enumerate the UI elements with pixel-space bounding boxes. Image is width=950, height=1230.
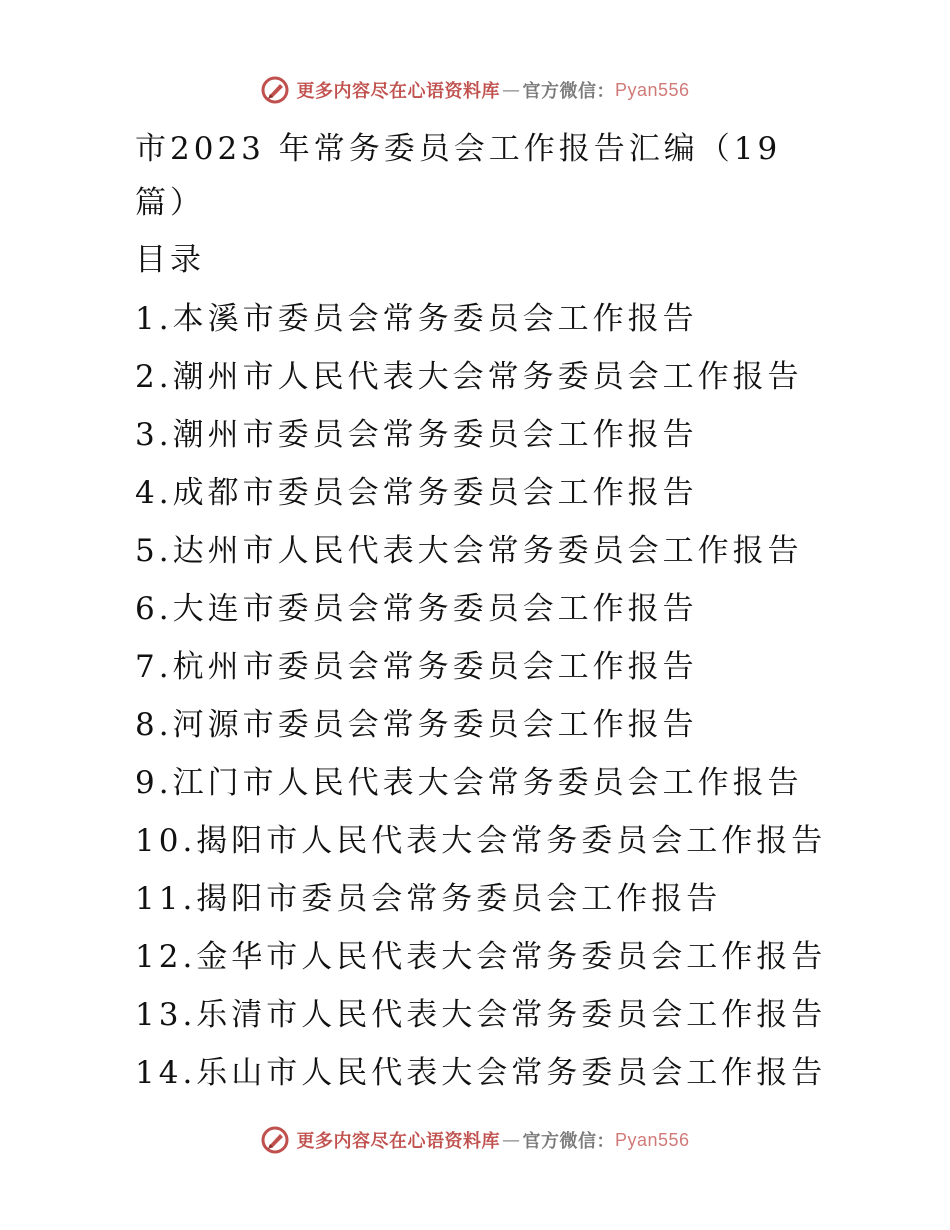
- header-watermark-banner: [0, 70, 950, 110]
- banner-text: 更多内容尽在心语资料库: [296, 1131, 500, 1152]
- toc-item: 5.达州市人民代表大会常务委员会工作报告: [135, 533, 803, 569]
- toc-heading: 目录: [135, 242, 205, 278]
- toc-item: 14.乐山市人民代表大会常务委员会工作报告: [135, 1055, 827, 1091]
- toc-item: 13.乐清市人民代表大会常务委员会工作报告: [135, 997, 827, 1033]
- toc-item: 2.潮州市人民代表大会常务委员会工作报告: [135, 359, 803, 395]
- toc-item: 3.潮州市委员会常务委员会工作报告: [135, 417, 698, 453]
- document-body: [135, 122, 835, 1102]
- footer-watermark-banner: [0, 1120, 950, 1160]
- toc-item: 11.揭阳市委员会常务委员会工作报告: [135, 881, 722, 917]
- toc-list: [135, 290, 835, 1102]
- toc-item: 12.金华市人民代表大会常务委员会工作报告: [135, 939, 827, 975]
- toc-item: 7.杭州市委员会常务委员会工作报告: [135, 649, 698, 685]
- pen-logo-icon: [260, 75, 290, 105]
- banner-account: Pyan556: [614, 79, 690, 100]
- banner-separator: —: [501, 1129, 521, 1151]
- toc-item: 10.揭阳市人民代表大会常务委员会工作报告: [135, 823, 827, 859]
- banner-label: 官方微信：: [522, 1131, 615, 1152]
- toc-item: 9.江门市人民代表大会常务委员会工作报告: [135, 765, 803, 801]
- banner-text: 更多内容尽在心语资料库: [296, 81, 500, 102]
- document-title: 市2023 年常务委员会工作报告汇编（19篇）: [135, 131, 782, 221]
- toc-item: 8.河源市委员会常务委员会工作报告: [135, 707, 698, 743]
- banner-separator: —: [501, 79, 521, 101]
- banner-label: 官方微信：: [522, 81, 615, 102]
- pen-logo-icon: [260, 1125, 290, 1155]
- toc-item: 6.大连市委员会常务委员会工作报告: [135, 591, 698, 627]
- banner-account: Pyan556: [614, 1129, 690, 1150]
- toc-item: 1.本溪市委员会常务委员会工作报告: [135, 301, 698, 337]
- toc-item: 4.成都市委员会常务委员会工作报告: [135, 475, 698, 511]
